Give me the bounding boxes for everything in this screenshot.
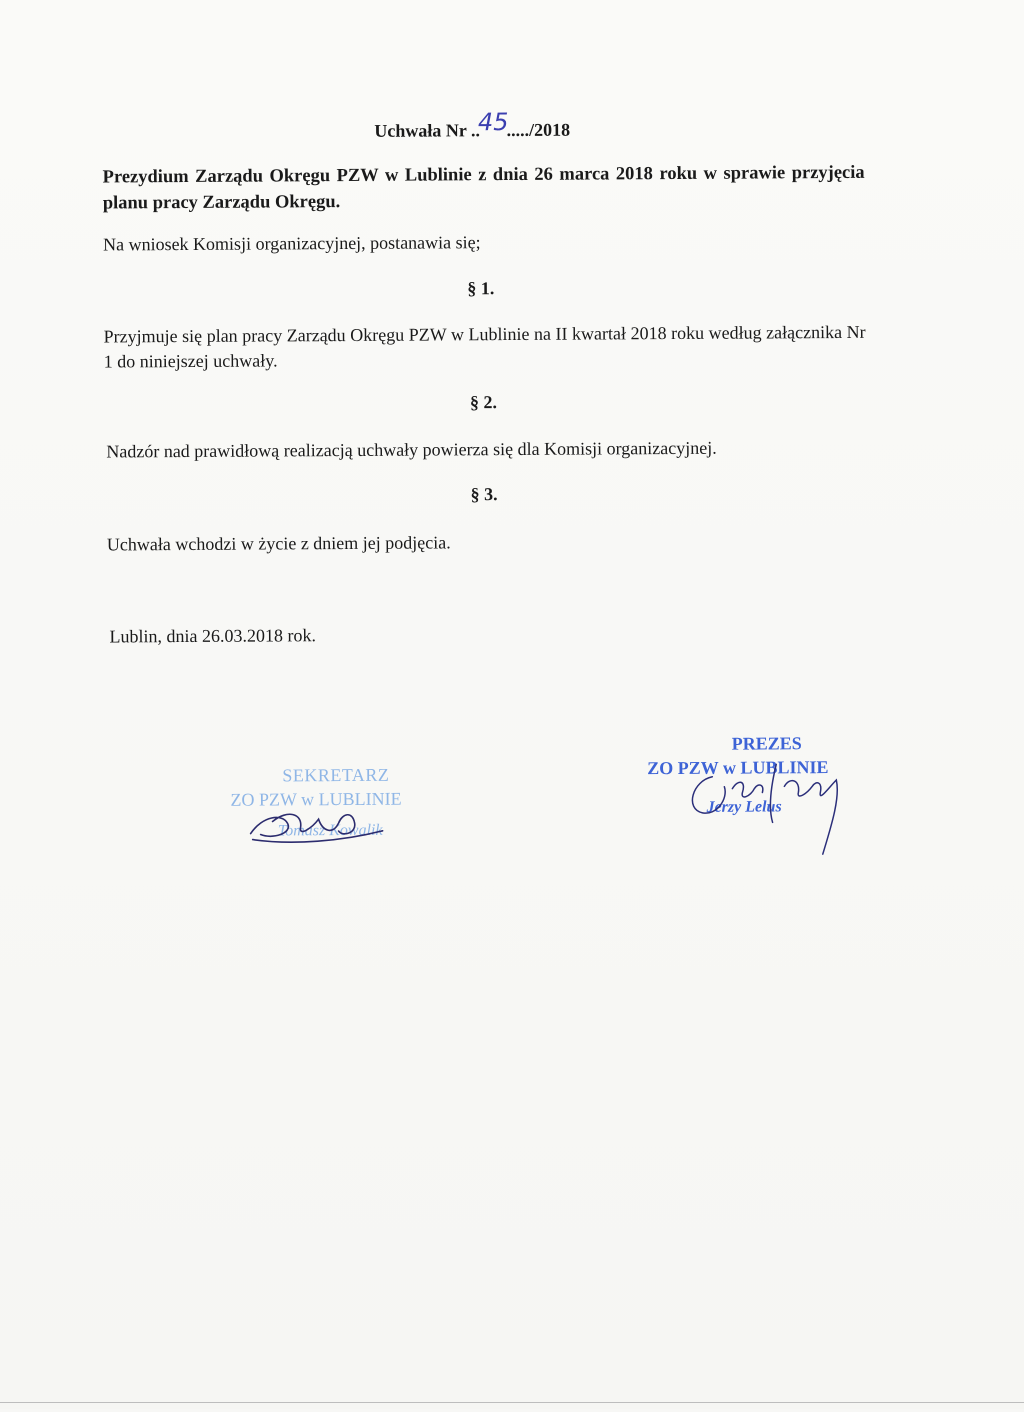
title-prefix: Uchwała Nr .. (374, 120, 481, 141)
section-1-symbol: § 1. (467, 278, 495, 299)
title-suffix: ...../2018 (506, 119, 571, 141)
place-and-date: Lublin, dnia 26.03.2018 rok. (109, 625, 316, 647)
page-bottom-edge (0, 1402, 1024, 1403)
section-2-text: Nadzór nad prawidłową realizacją uchwały powierza się dla Komisji organizacyjnej. (106, 437, 717, 462)
president-stamp (647, 731, 829, 820)
handwritten-resolution-number: 45 (477, 108, 509, 137)
president-stamp-org: ZO PZW w LUBLINIE (647, 757, 829, 779)
secretary-stamp-title: SEKRETARZ (282, 764, 390, 786)
section-3-symbol: § 3. (470, 484, 498, 505)
secretary-stamp-name: Tomasz Kowalik (277, 821, 383, 840)
resolution-title (374, 108, 571, 143)
section-3-text: Uchwała wchodzi w życie z dniem jej podjęcia. (106, 532, 451, 555)
resolution-heading: Prezydium Zarządu Okręgu PZW w Lublinie z dnia 26 marca 2018 roku w sprawie przyjęcia planu pracy Zarządu Okręgu. (102, 162, 865, 214)
section-2-symbol: § 2. (469, 392, 498, 413)
secretary-stamp (230, 763, 402, 844)
president-stamp-name: Jerzy Lelus (706, 798, 782, 816)
secretary-stamp-org: ZO PZW w LUBLINIE (230, 788, 402, 810)
section-1-text: Przyjmuje się plan pracy Zarządu Okręgu PZW w Lublinie na II kwartał 2018 roku według załącznika Nr 1 do niniejszej uchwały. (103, 321, 866, 372)
intro-paragraph: Na wniosek Komisji organizacyjnej, postanawia się; (102, 232, 481, 255)
president-stamp-title: PREZES (731, 733, 802, 754)
